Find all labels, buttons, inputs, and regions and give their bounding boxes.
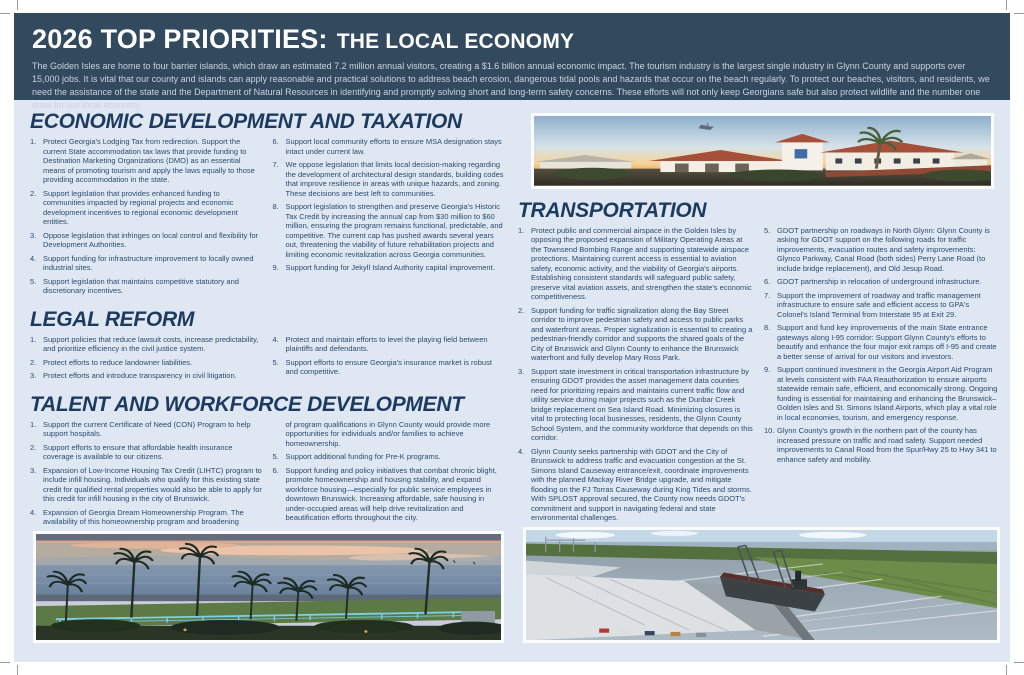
priority-item — [764, 226, 1000, 274]
item-number: 4. — [30, 507, 37, 517]
item-text: Support the current Certificate of Need (CON) Program to help support hospitals. — [43, 419, 251, 438]
crop-mark — [1006, 665, 1007, 675]
priority-list — [273, 335, 506, 385]
item-text: Support the improvement of roadway and traffic management infrastructure to ensure safe and efficient access to GPA's Colonel's Island Terminal from Interstate 95 at Exit 29. — [777, 290, 981, 319]
item-text: Support efforts to ensure Georgia's insurance market is robust and competitive. — [285, 357, 492, 376]
section-title-legal: LEGAL REFORM — [30, 307, 195, 331]
item-number: 3. — [30, 230, 37, 240]
item-text: Support funding for traffic signalization along the Bay Street corridor to improve pedestrian safety and access to public parks and waterfront areas. Proper signalization is essential to creating a pedestrian-friendly corridor and supports the shared goals of the City of Brunswick and Glynn County to enhance the Brunswick waterfront and fully develop Mary Ross Park. — [531, 305, 753, 363]
priority-list — [30, 137, 263, 300]
priority-item — [764, 365, 1000, 422]
left-column-group — [30, 100, 505, 662]
priority-item — [30, 335, 263, 354]
item-number: 6. — [272, 465, 279, 475]
section-transportation — [518, 198, 1000, 527]
flyer-sheet — [14, 13, 1010, 662]
priority-item — [273, 160, 506, 198]
priority-item — [30, 443, 263, 462]
right-column-group — [518, 100, 1000, 662]
item-text: Protect and maintain efforts to level the playing field between plaintiffs and defendants. — [285, 334, 488, 353]
priority-item — [273, 466, 506, 523]
section-legal-reform — [30, 307, 505, 385]
section-economic-development — [30, 109, 505, 300]
priority-item — [518, 447, 754, 523]
item-number: 1. — [518, 225, 525, 235]
priority-item — [764, 426, 1000, 464]
item-text: Protect Georgia's Lodging Tax from redirection. Support the current State accommodation tax laws that provide funding to Destination Marketing Organizations (DMO) as an essential means of promoting tourism and apply the laws equally to those providing accommodation in the state. — [43, 137, 255, 184]
item-text: Support continued investment in the Georgia Airport Aid Program at levels consistent with FAA Reauthorization to ensure airports statewide remain safe, efficient, and economically strong. Ongoing funding is essential for maintaining and enhancing the Brunswick–Golden Isles and St. Simons Island Airports, which play a vital role in local economies, tourism, and emergency response. — [777, 365, 998, 422]
priority-list — [518, 226, 754, 527]
talent-right-column — [273, 420, 506, 531]
priority-item — [30, 358, 263, 368]
item-number: 2. — [518, 305, 525, 315]
item-number: 5. — [764, 225, 771, 235]
priority-item — [273, 137, 506, 156]
priority-item — [30, 254, 263, 273]
item-number: 4. — [518, 446, 525, 456]
page-title — [32, 22, 992, 57]
crop-mark — [1014, 13, 1024, 14]
legal-columns — [30, 335, 505, 385]
item-text: Support funding for Jekyll Island Authority capital improvement. — [285, 263, 495, 272]
item-number: 3. — [518, 366, 525, 376]
priority-item — [30, 420, 263, 439]
item-number: 4. — [272, 334, 279, 344]
priority-item — [273, 358, 506, 377]
priority-item — [30, 508, 263, 527]
priority-item — [518, 367, 754, 443]
priority-item — [764, 291, 1000, 320]
item-text: Support state investment in critical transportation infrastructure by ensuring GDOT provides the asset management data counties need for prioritizing repairs and maintains current traffic flow and utility service during major projects such as the Dunbar Creek bridge replacement on Sea Island Road. Minimizing closures is vital to protecting local businesses, residents, the Glynn County School System, and the community workforce that depends on this corridor. — [531, 366, 753, 443]
section-title-transportation: TRANSPORTATION — [518, 198, 707, 222]
crop-mark — [0, 13, 10, 14]
item-text: Protect efforts and introduce transparency in civil litigation. — [43, 371, 237, 380]
item-number: 7. — [764, 290, 771, 300]
item-number: 10. — [764, 426, 775, 436]
item-text: Glynn County's growth in the northern part of the county has increased pressure on traffic and road safety. Support needed improvements to Canal Road from the Spur/Hwy 25 to Hwy 341 to enhance safety and mobility. — [777, 426, 997, 464]
section-title-talent: TALENT AND WORKFORCE DEVELOPMENT — [30, 392, 464, 416]
port-aerial-photo — [523, 527, 1000, 643]
item-number: 2. — [30, 188, 37, 198]
item-text: Support funding for infrastructure improvement to locally owned industrial sites. — [43, 253, 254, 272]
priority-list — [764, 226, 1000, 527]
crop-mark — [0, 662, 10, 663]
item-number: 9. — [764, 365, 771, 375]
continuation-text: of program qualifications in Glynn County would provide more opportunities for individuals and/or families to achieve homeownership. — [285, 419, 491, 448]
priority-item — [30, 231, 263, 250]
item-number: 5. — [272, 357, 279, 367]
item-text: GDOT partnership on roadways in North Glynn: Glynn County is asking for GDOT support on the following roads for traffic improvements, evacuation routes and safety improvements: Glynco Parkway, Canal Road (both sides) Perry Lane Road (to include bridge replacement), and Old Jesup Road. — [777, 225, 990, 273]
item-text: Support local community efforts to ensure MSA designation stays intact under current law. — [285, 137, 502, 156]
content-area — [14, 100, 1010, 662]
intro-paragraph: The Golden Isles are home to four barrier islands, which draw an estimated 7.2 million annual visitors, creating a $1.6 billion annual economic impact. The tourism industry is the largest single industry in Glynn County and supports over 15,000 jobs. It is vital that our county and islands can apply reasonable and practical solutions to address beach erosion, dangerous tidal pools and hazards that occur on the beach regularly. To protect our beaches, visitors, and residents, we need the assistance of the state and the Department of Natural Resources in identifying and promptly solving short and long-term safety concerns. These efforts will not only keep Georgians safe but also protect wildlife and the number one draw for our local economy. — [32, 61, 990, 110]
item-text: Support legislation that provides enhanced funding to communities impacted by regional projects and economic development incentives to regional economic development entities. — [43, 188, 238, 226]
item-text: Support funding and policy initiatives that combat chronic blight, promote homeownership and housing stability, and expand workforce housing—especially for public service employees in downtown Brunswick. Increasing affordable, safe housing in under-occupied areas will help drive revitalization and beautification efforts throughout the city. — [285, 465, 497, 522]
item-text: Protect efforts to reduce landowner liabilities. — [43, 357, 193, 367]
title-sub: THE LOCAL ECONOMY — [336, 30, 575, 53]
item-number: 1. — [30, 137, 37, 146]
section-title-economic: ECONOMIC DEVELOPMENT AND TAXATION — [30, 110, 462, 133]
item-number: 6. — [272, 137, 279, 146]
item-text: Glynn County seeks partnership with GDOT and the City of Brunswick to address traffic and evacuation congestion at the St. Simons Island Causeway entrance/exit, coordinate improvements with the planned Mackay River Bridge upgrade, and mitigate flooding on the FJ Torras Causeway during King Tides and storms. With SPLOST approval secured, the County now needs GDOT's commitment and support in navigating federal and state environmental challenges. — [531, 446, 752, 523]
item-number: 3. — [30, 371, 37, 380]
item-text: Expansion of Low-Income Housing Tax Credit (LIHTC) program to include infill housing. Individuals who qualify for this existing state credit for qualified rental properties would also be able to apply for this credit for infill housing in the city of Brunswick. — [43, 465, 262, 503]
item-number: 8. — [272, 202, 279, 211]
priority-item — [30, 371, 263, 381]
item-text: Oppose legislation that infringes on local control and flexibility for Development Authorities. — [43, 230, 259, 249]
item-number: 2. — [30, 442, 37, 452]
item-text: Expansion of Georgia Dream Homeownership Program. The availability of this homeownership program and broadening — [43, 507, 244, 526]
priority-list — [273, 137, 506, 300]
airport-terminal-photo — [531, 113, 994, 189]
item-number: 5. — [272, 452, 279, 461]
item-number: 8. — [764, 323, 771, 333]
priority-item — [273, 335, 506, 354]
item-text: Support policies that reduce lawsuit costs, increase predictability, and prioritize efficiency in the civil justice system. — [43, 334, 259, 353]
priority-item — [518, 226, 754, 302]
priority-list — [30, 420, 263, 531]
talent-columns — [30, 420, 505, 531]
item-number: 5. — [30, 276, 37, 286]
item-text: Support additional funding for Pre-K programs. — [285, 452, 441, 461]
item-number: 2. — [30, 357, 37, 367]
airport-photo-illustration — [534, 116, 991, 186]
item-number: 4. — [30, 253, 37, 263]
crop-mark — [17, 0, 18, 10]
priority-list — [273, 452, 506, 523]
beach-photo-illustration — [36, 534, 501, 641]
item-text: Support legislation that maintains competitive statutory and discretionary incentives. — [43, 276, 239, 295]
item-text: Support legislation to strengthen and preserve Georgia's Historic Tax Credit by increasing the annual cap from $30 million to $60 million, ensuring the program remains functional, predictable, and competitive. The current cap has pushed awards several years out, threatening the viability of future rehabilitation projects and limiting economic revitalization across Georgia communities. — [285, 202, 503, 259]
item-text: We oppose legislation that limits local decision-making regarding the development of architectural design standards, building codes that improve resilience in areas with unique hazards, and zoning. These decisions are best left to communities. — [285, 160, 504, 198]
priority-item — [273, 202, 506, 259]
item-number: 1. — [30, 334, 37, 344]
item-text: Support and fund key improvements of the main State entrance gateways along I-95 corridor: Support Glynn County's efforts to beautify and enhance the four major exit ramps off I-95 and create a better sense of arrival for our visitors and investors. — [777, 323, 997, 361]
item-text: GDOT partnership in relocation of underground infrastructure. — [777, 277, 982, 287]
priority-item — [30, 137, 263, 185]
priority-item — [518, 306, 754, 363]
item-number: 6. — [764, 277, 771, 287]
item-text: Support efforts to ensure that affordable health insurance coverage is available to our citizens. — [43, 442, 233, 461]
transportation-columns — [518, 226, 1000, 527]
priority-item — [273, 452, 506, 462]
item-number: 1. — [30, 419, 37, 429]
crop-mark — [1014, 662, 1024, 663]
crop-mark — [17, 665, 18, 675]
item-text: Protect public and commercial airspace in the Golden Isles by opposing the proposed expansion of Military Operating Areas at the Townsend Bombing Range and supporting statewide airspace protections. Maintaining current access is essential to aviation safety, economic activity, and the viability of Georgia's airports. Establishing consistent standards will safeguard public safety, preserve vital aviation assets, and strengthen the state's economic competitiveness. — [531, 225, 752, 302]
economic-columns — [30, 137, 505, 300]
item-number: 9. — [272, 263, 279, 272]
beach-dusk-photo — [33, 531, 504, 644]
priority-item — [273, 263, 506, 273]
port-photo-illustration — [526, 530, 997, 640]
item-number: 3. — [30, 465, 37, 475]
header-band — [14, 13, 1010, 110]
priority-item — [30, 189, 263, 227]
crop-mark — [1006, 0, 1007, 10]
item-number: 7. — [272, 160, 279, 169]
priority-item — [764, 323, 1000, 361]
priority-list — [30, 335, 263, 385]
priority-item — [30, 277, 263, 296]
title-main: 2026 TOP PRIORITIES: — [32, 24, 328, 54]
priority-item — [764, 277, 1000, 287]
priority-item — [30, 466, 263, 504]
section-talent-workforce — [30, 392, 505, 531]
